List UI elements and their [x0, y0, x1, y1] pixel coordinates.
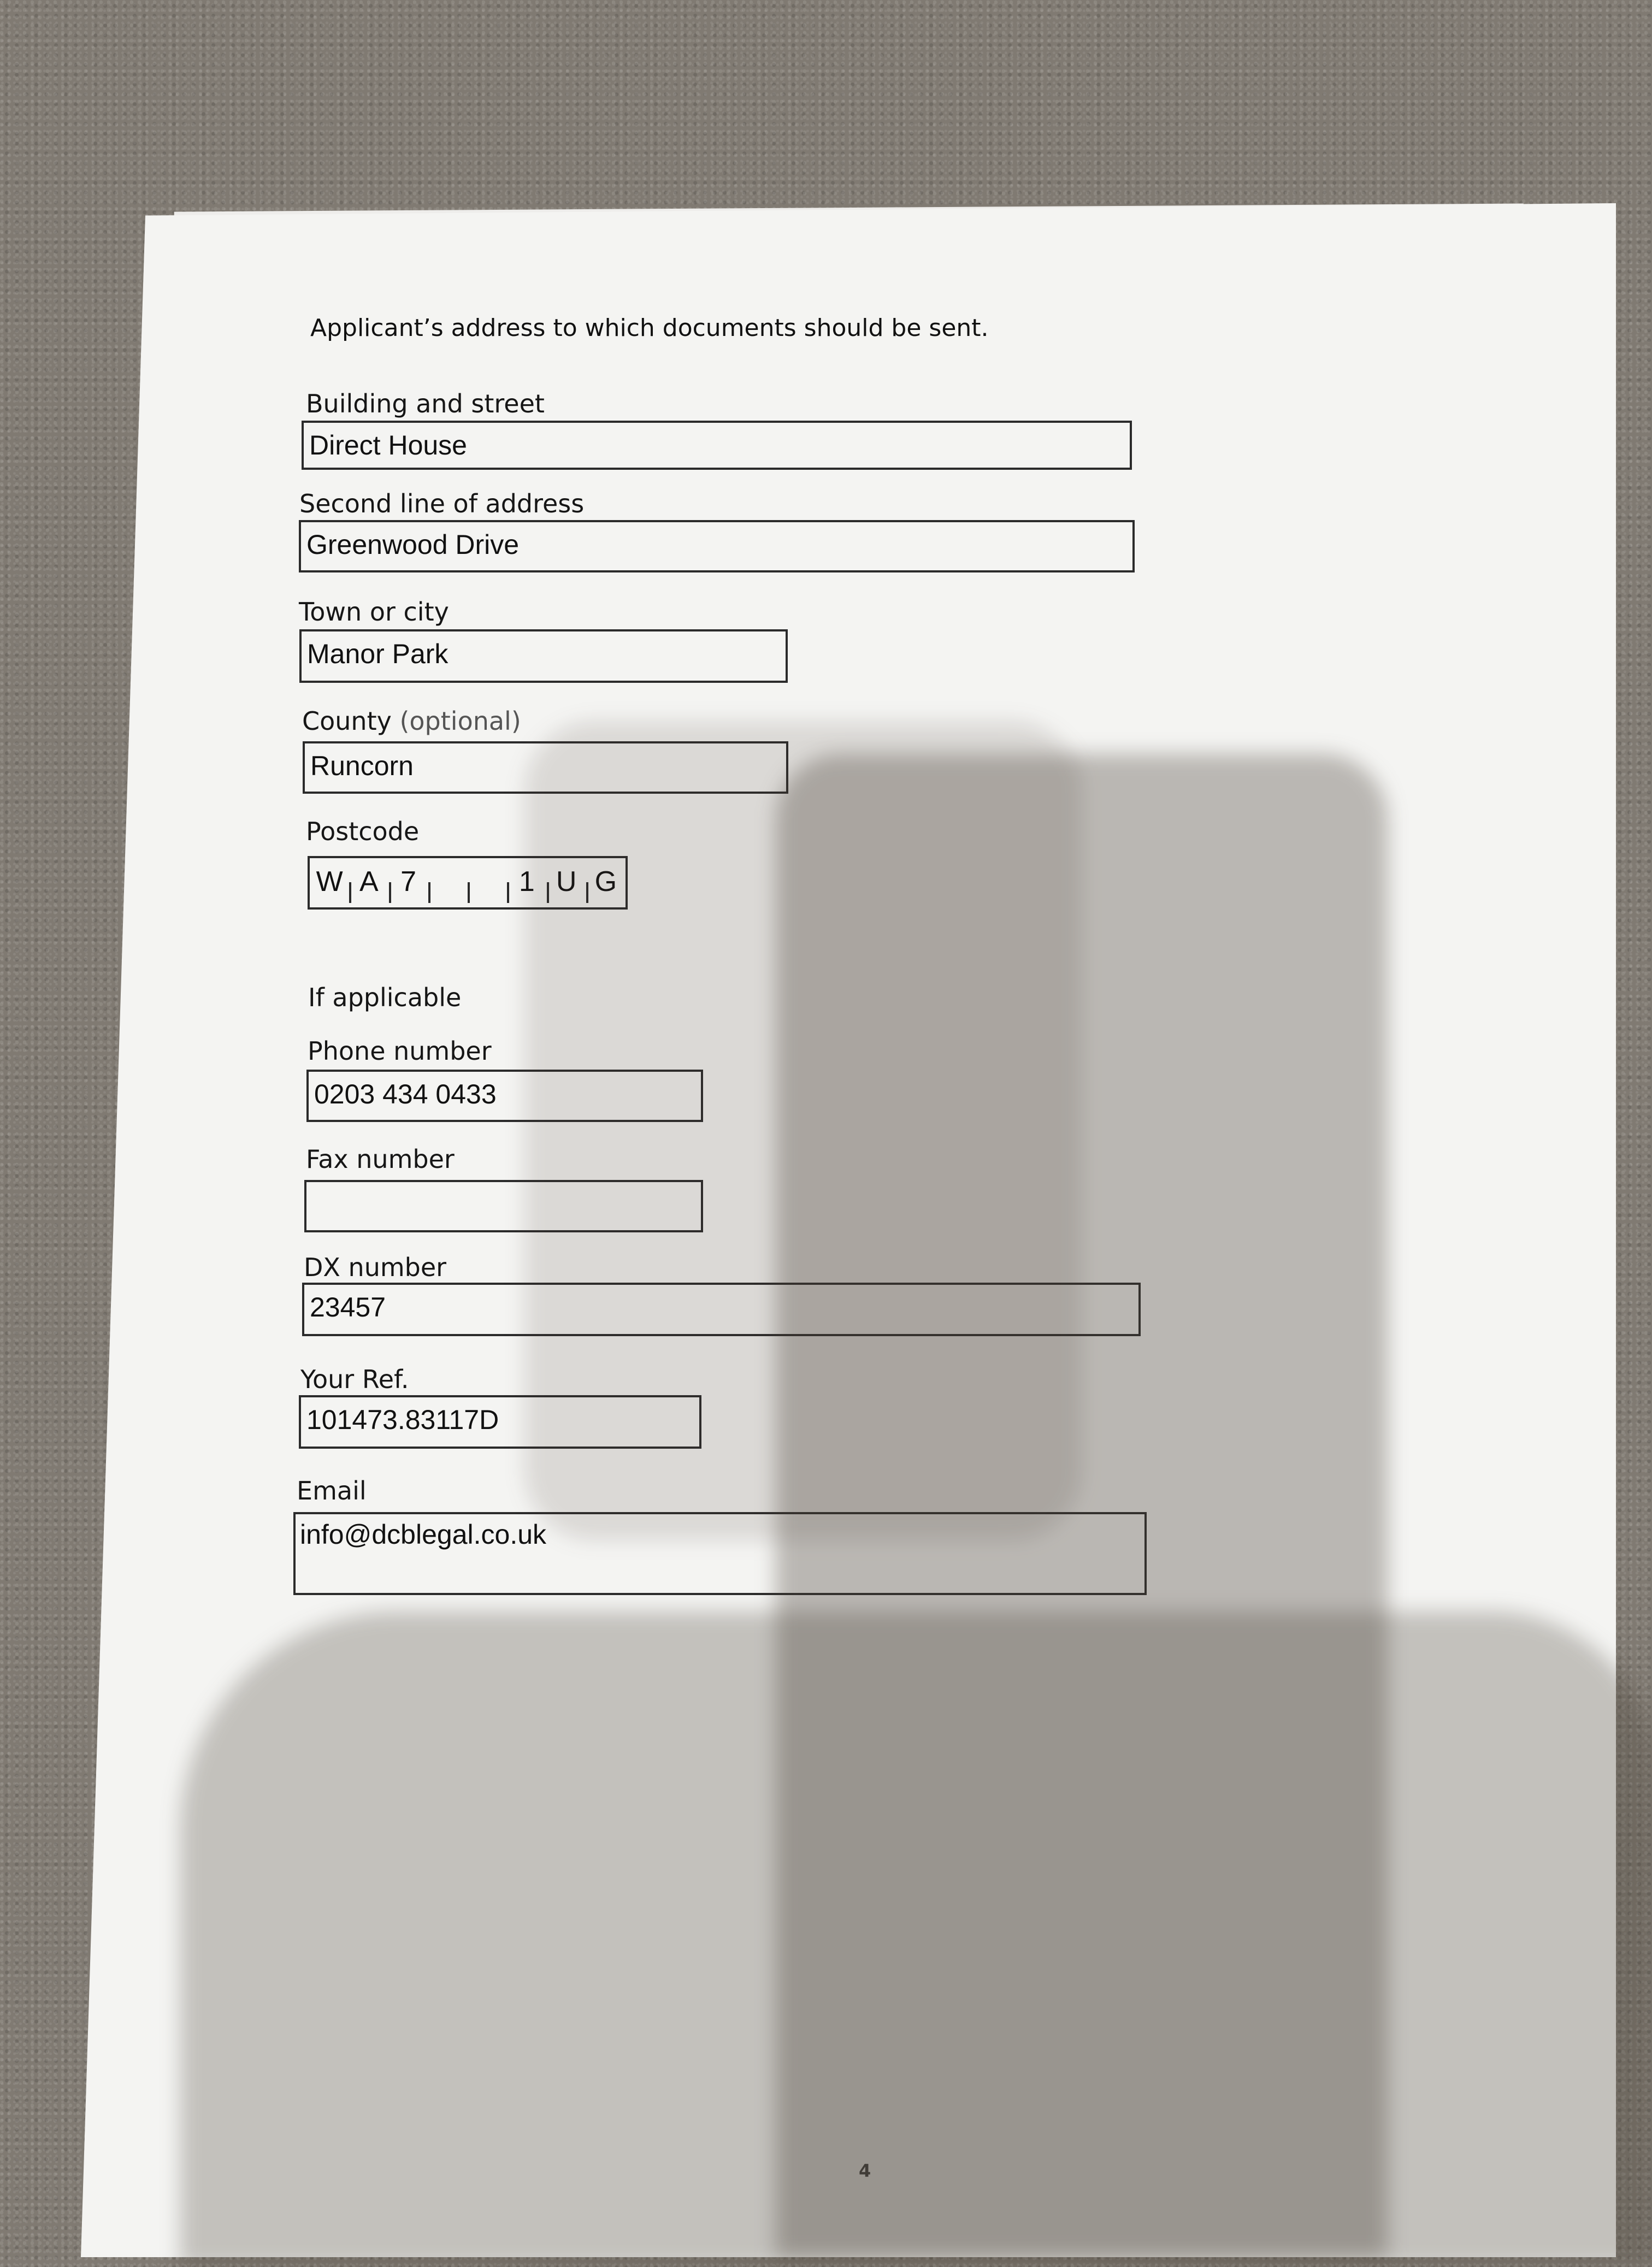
town-city-label: Town or city — [299, 597, 449, 627]
postcode-char: 1 — [507, 858, 546, 907]
dx-number-label: DX number — [304, 1253, 447, 1282]
building-street-label: Building and street — [306, 389, 545, 418]
your-ref-label: Your Ref. — [300, 1365, 409, 1394]
page-number: 4 — [859, 2160, 871, 2181]
postcode-char: A — [349, 858, 388, 907]
if-applicable-heading: If applicable — [308, 983, 462, 1012]
county-optional-note: (optional) — [399, 706, 521, 736]
county-label-text: County — [302, 706, 392, 736]
dx-number-field[interactable]: 23457 — [302, 1283, 1141, 1336]
email-field[interactable]: info@dcblegal.co.uk — [293, 1512, 1147, 1595]
postcode-label: Postcode — [306, 817, 420, 846]
phone-label: Phone number — [308, 1036, 492, 1066]
postcode-char: G — [586, 858, 626, 907]
postcode-char — [468, 858, 507, 907]
postcode-char: W — [316, 866, 343, 898]
building-street-field[interactable]: Direct House — [302, 421, 1132, 470]
email-label: Email — [297, 1476, 367, 1506]
second-line-label: Second line of address — [299, 489, 585, 518]
postcode-char: 7 — [389, 858, 428, 907]
town-city-field[interactable]: Manor Park — [299, 629, 788, 683]
postcode-char — [428, 858, 468, 907]
postcode-char: U — [547, 858, 586, 907]
photographer-shadow — [180, 1611, 1652, 2267]
phone-field[interactable]: 0203 434 0433 — [306, 1070, 703, 1122]
second-line-field[interactable]: Greenwood Drive — [299, 520, 1135, 572]
county-label — [302, 706, 521, 736]
fax-label: Fax number — [306, 1144, 455, 1174]
county-field[interactable]: Runcorn — [303, 741, 788, 794]
your-ref-field[interactable]: 101473.83117D — [299, 1395, 701, 1449]
form-intro: Applicant’s address to which documents should be sent. — [310, 314, 989, 342]
